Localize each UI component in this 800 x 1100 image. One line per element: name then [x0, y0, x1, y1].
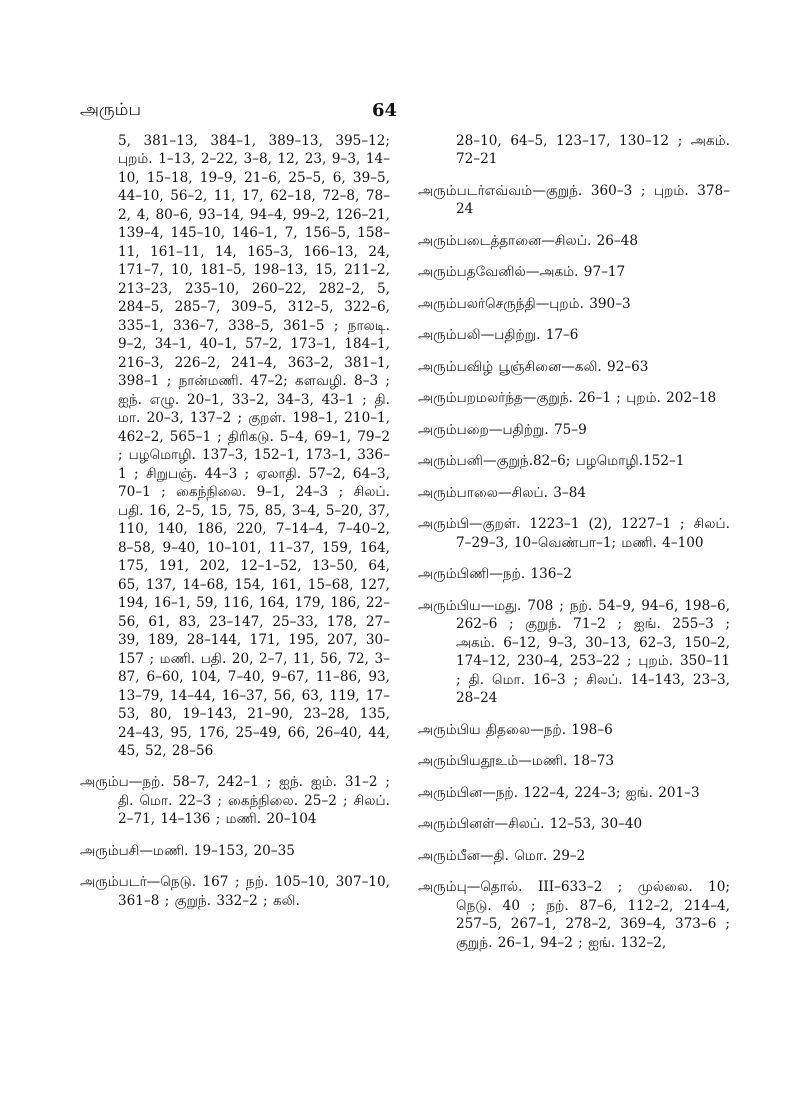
index-entry: அரும்பிய—மது. 708 ; நற். 54–9, 94–6, 198–6, 262–6 ; குறுந். 71–2 ; ஐங். 255–3 ; அகம். 6–12, 9–3, 30–13, 62–3, 150–2, 174–12, 230–4, 253–22 ; புறம். 350–11 ; தி. மொ. 16–3 ; சிலப். 14–143, 23–3, 28–24	[418, 597, 730, 707]
index-entry: அரும்பியதூஉம்—மணி. 18–73	[418, 753, 615, 770]
index-entry: 28–10, 64–5, 123–17, 130–12 ; அகம். 72–21	[456, 133, 730, 168]
page-number: 64	[372, 100, 398, 121]
index-entry: அரும்பாலை—சிலப். 3–84	[418, 484, 587, 501]
index-entry: அரும்பவிழ் பூஞ்சினை—கலி. 92–63	[418, 358, 649, 375]
index-entry: அரும்பதவேனில்—அகம். 97–17	[418, 264, 626, 281]
index-entry: அரும்பினள்—சிலப். 12–53, 30–40	[418, 816, 643, 833]
left-column	[80, 132, 390, 923]
index-entry: அரும்பசி—மணி. 19–153, 20–35	[80, 842, 295, 859]
index-entry: அரும்படைத்தானை—சிலப். 26–48	[418, 232, 638, 249]
index-entry: அரும்பறமலர்ந்த—குறுந். 26–1 ; புறம். 202–18	[418, 390, 717, 407]
right-column	[418, 132, 730, 965]
index-entry: 5, 381–13, 384–1, 389–13, 395–12; புறம். 1–13, 2–22, 3–8, 12, 23, 9–3, 14–10, 15–18, 19–9, 21–6, 25–5, 6, 39–5, 44–10, 56–2, 11, 17, 62–18, 72–8, 78–2, 4, 80–6, 93–14, 94–4, 99–2, 126–21, 139–4, 145–10, 146–1, 7, 156–5, 158–11, 161–11, 14, 165–3, 166–13, 24, 171–7, 10, 181–5, 198–13, 15, 211–2, 213–23, 235–10, 260–22, 282–2, 5, 284–5, 285–7, 309–5, 312–5, 322–6, 335–1, 336–7, 338–5, 361–5 ; நாலடி. 9–2, 34–1, 40–1, 57–2, 173–1, 184–1, 216–3, 226–2, 241–4, 363–2, 381–1, 398–1 ; நான்மணி. 47–2; களவழி. 8–3 ; ஐந். எழு. 20–1, 33–2, 34–3, 43–1 ; தி. மா. 20–3, 137–2 ; குறள். 198–1, 210–1, 462–2, 565–1 ; திரிகடு. 5–4, 69–1, 79–2 ; பழமொழி. 137–3, 152–1, 173–1, 336–1 ; சிறுபஞ். 44–3 ; ஏலாதி. 57–2, 64–3, 70–1 ; கைந்நிலை. 9–1, 24–3 ; சிலப். பதி. 16, 2–5, 15, 75, 85, 3–4, 5–20, 37, 110, 140, 186, 220, 7–14–4, 7–40–2, 8–58, 9–40, 10–101, 11–37, 159, 164, 175, 191, 202, 12–1–52, 13–50, 64, 65, 137, 14–68, 154, 161, 15–68, 127, 194, 16–1, 59, 116, 164, 179, 186, 22–56, 61, 83, 23–147, 25–33, 178, 27–39, 189, 28–144, 171, 195, 207, 30–157 ; மணி. பதி. 20, 2–7, 11, 56, 72, 3–87, 6–60, 104, 7–40, 9–67, 11–86, 93, 13–79, 14–44, 16–37, 56, 63, 119, 17–53, 80, 19–143, 21–90, 23–28, 135, 24–43, 95, 176, 25–49, 66, 26–40, 44, 45, 52, 28–56	[118, 133, 390, 759]
index-entry: அரும்பறை—பதிற்று. 75–9	[418, 421, 587, 438]
index-entry: அரும்பனி—குறுந்.82–6; பழமொழி.152–1	[418, 453, 685, 470]
index-entry: அரும்பீன—தி. மொ. 29–2	[418, 847, 586, 864]
index-entry: அரும்பிய திதலை—நற். 198–6	[418, 721, 613, 738]
index-entry: அரும்பலர்செருந்தி—புறம். 390–3	[418, 295, 631, 312]
index-entry: அரும்பின—நற். 122–4, 224–3; ஐங். 201–3	[418, 784, 700, 801]
index-entry: அரும்பு—தொல். III–633–2 ; முல்லை. 10; நெடு. 40 ; நற். 87–6, 112–2, 214–4, 257–5, 267–1, 278–2, 369–4, 373–6 ; குறுந். 26–1, 94–2 ; ஐங். 132–2,	[418, 879, 730, 951]
guide-word: அரும்ப	[80, 100, 141, 120]
index-entry: அரும்பலி—பதிற்று. 17–6	[418, 327, 579, 344]
index-entry: அரும்ப—நற். 58–7, 242–1 ; ஐந். ஐம். 31–2 ; தி. மொ. 22–3 ; கைந்நிலை. 25–2 ; சிலப். 2–71, 14–136 ; மணி. 20–104	[80, 774, 390, 828]
index-entry: அரும்பி—குறள். 1223–1 (2), 1227–1 ; சிலப். 7–29–3, 10–வெண்பா–1; மணி. 4–100	[418, 516, 730, 551]
index-entry: அரும்படர்—நெடு. 167 ; நற். 105–10, 307–10, 361–8 ; குறுந். 332–2 ; கலி.	[80, 874, 390, 909]
index-entry: அரும்பிணி—நற். 136–2	[418, 566, 572, 583]
index-entry: அரும்படர்எவ்வம்—குறுந். 360–3 ; புறம். 378–24	[418, 182, 730, 218]
